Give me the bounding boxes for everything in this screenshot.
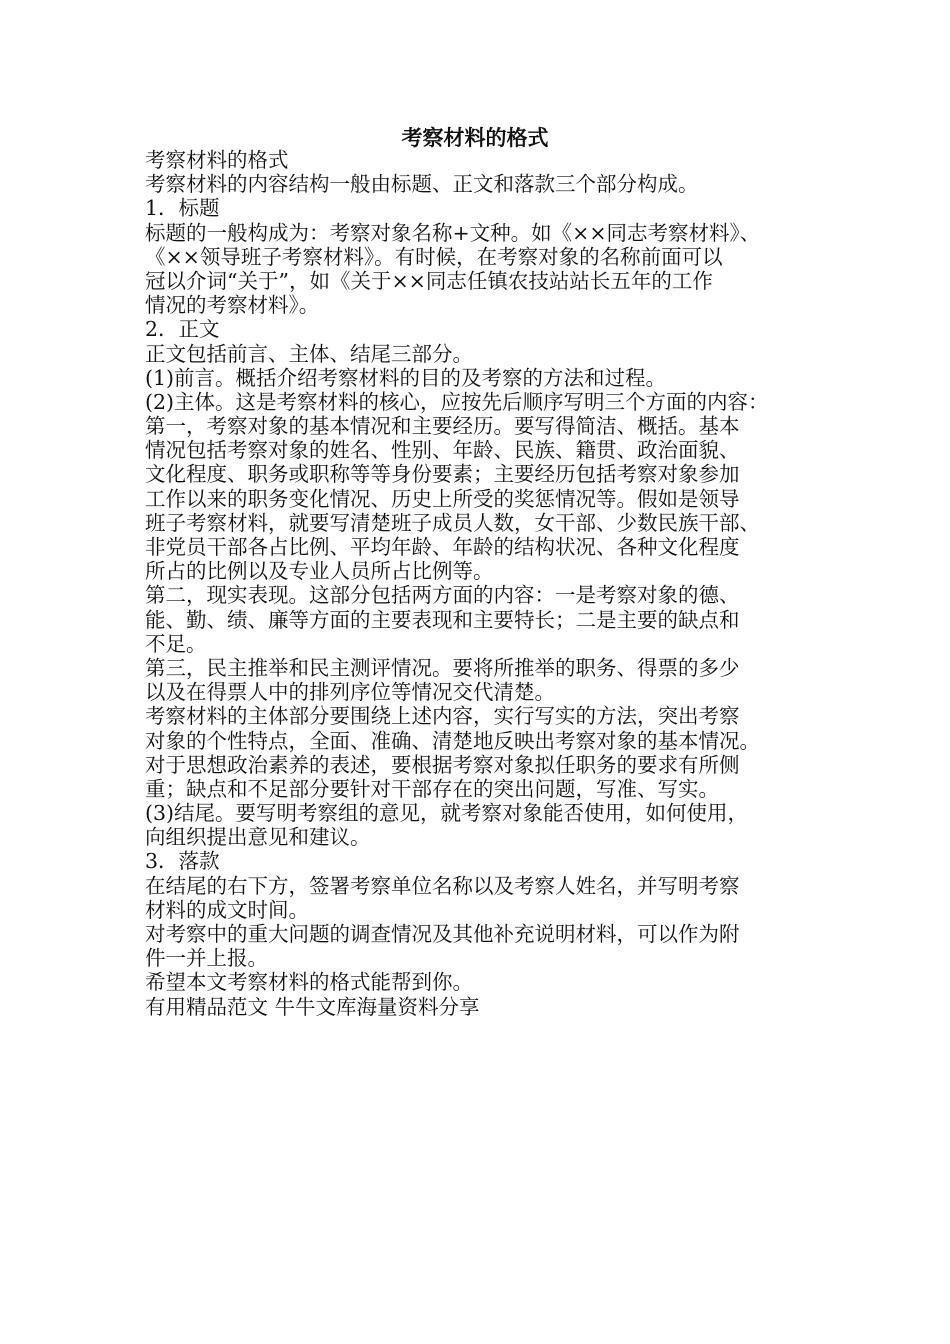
text-line: 重；缺点和不足部分要针对干部存在的突出问题，写准、写实。 [145,776,719,801]
text-line: 件一并上报。 [145,946,268,971]
text-line: 情况的考察材料》。 [145,293,320,318]
text-line: 非党员干部各占比例、平均年龄、年龄的结构状况、各种文化程度 [145,535,740,559]
text-line: 对象的个性特点，全面、准确、清楚地反映出考察对象的基本情况。 [145,728,760,753]
text-line: 工作以来的职务变化情况、历史上所受的奖惩情况等。假如是领导 [145,486,740,511]
text-line: 冠以介词“关于”，如《关于××同志任镇农技站站长五年的工作 [145,268,713,293]
text-line: 第一，考察对象的基本情况和主要经历。要写得简洁、概括。基本 [145,414,740,439]
text-line: 第三，民主推举和民主测评情况。要将所推举的职务、得票的多少 [145,655,740,680]
text-line: 标题的一般构成为：考察对象名称+文种。如《××同志考察材料》、 [145,220,761,245]
text-line: 情况包括考察对象的姓名、性别、年龄、民族、籍贯、政治面貌、 [145,438,740,463]
document-title: 考察材料的格式 [401,125,549,150]
footer-note: 有用精品范文 牛牛文库海量资料分享 [145,994,480,1019]
section-heading: 1．标题 [145,196,220,221]
text-line: 对于思想政治素养的表述，要根据考察对象拟任职务的要求有所侧 [145,752,740,777]
text-line: 向组织提出意见和建议。 [145,825,371,850]
text-line: 不足。 [145,631,207,656]
text-line: 第二，现实表现。这部分包括两方面的内容：一是考察对象的德、 [145,583,740,608]
text-line: 在结尾的右下方，签署考察单位名称以及考察人姓名，并写明考察 [145,873,740,898]
text-line: 考察材料的主体部分要围绕上述内容，实行写实的方法，突出考察 [145,704,740,729]
text-line: 所占的比例以及专业人员所占比例等。 [145,559,494,584]
text-line: 能、勤、绩、廉等方面的主要表现和主要特长；二是主要的缺点和 [145,607,740,632]
text-line: 《××领导班子考察材料》。有时候，在考察对象的名称前面可以 [145,244,723,269]
text-line: (3)结尾。要写明考察组的意见，就考察对象能否使用，如何使用， [145,801,749,826]
text-line: 材料的成文时间。 [145,897,309,922]
text-line: 希望本文考察材料的格式能帮到你。 [145,970,473,995]
section-heading: 3．落款 [145,849,220,874]
text-line: (1)前言。概括介绍考察材料的目的及考察的方法和过程。 [145,365,667,390]
text-line: 考察材料的格式 [145,148,289,172]
text-line: 对考察中的重大问题的调查情况及其他补充说明材料，可以作为附 [145,922,740,946]
text-line: 以及在得票人中的排列序位等情况交代清楚。 [145,680,555,705]
text-line: 考察材料的内容结构一般由标题、正文和落款三个部分构成。 [145,172,699,197]
section-heading: 2．正文 [145,317,220,342]
text-line: (2)主体。这是考察材料的核心，应按先后顺序写明三个方面的内容： [145,389,769,414]
text-line: 班子考察材料，就要写清楚班子成员人数，女干部、少数民族干部、 [145,510,760,535]
document-body [145,148,825,1019]
text-line: 文化程度、职务或职称等等身份要素；主要经历包括考察对象参加 [145,462,740,487]
text-line: 正文包括前言、主体、结尾三部分。 [145,341,473,366]
